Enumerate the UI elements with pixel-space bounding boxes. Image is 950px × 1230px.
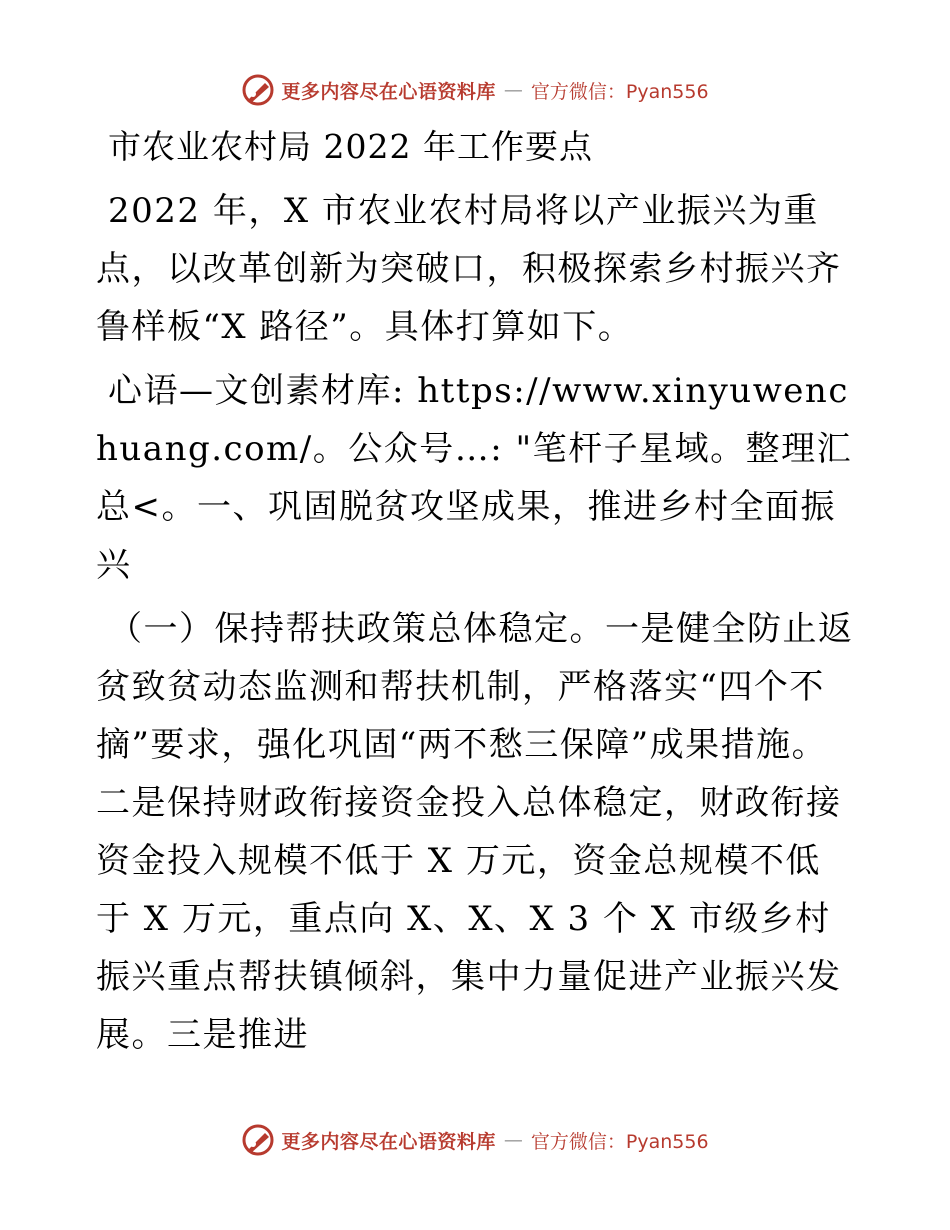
paragraph-section-1: （一）保持帮扶政策总体稳定。一是健全防止返贫致贫动态监测和帮扶机制，严格落实“四个不摘”要求，强化巩固“两不愁三保障”成果措施。二是保持财政衔接资金投入总体稳定，财政衔接资金投入规模不低于 X 万元，资金总规模不低于 X 万元，重点向 X、X、X 3 个 X 市级乡村振兴重点帮扶镇倾斜，集中力量促进产业振兴发展。三是推进 — [96, 609, 854, 1055]
paragraph-source: 心语—文创素材库: https://www.xinyuwenchuang.com/。公众号…: "笔杆子星域。整理汇总<。一、巩固脱贫攻坚成果，推进乡村全面振兴 — [96, 371, 853, 585]
watermark-footer — [0, 1120, 950, 1160]
pen-logo-icon — [241, 1123, 275, 1157]
watermark-official: 官方微信：Pyan556 — [530, 1130, 709, 1153]
watermark-official: 官方微信：Pyan556 — [530, 80, 709, 103]
watermark-header — [0, 70, 950, 110]
document-body — [96, 118, 856, 1070]
watermark-text: 更多内容尽在心语资料库 — [281, 80, 496, 103]
document-title: 市农业农村局 2022 年工作要点 — [108, 127, 593, 166]
watermark-dash: — — [503, 79, 523, 101]
watermark-dash: — — [503, 1129, 523, 1151]
paragraph-intro: 2022 年，X 市农业农村局将以产业振兴为重点，以改革创新为突破口，积极探索乡村振兴齐鲁样板“X 路径”。具体打算如下。 — [96, 191, 842, 347]
watermark-text: 更多内容尽在心语资料库 — [281, 1130, 496, 1153]
pen-logo-icon — [241, 73, 275, 107]
